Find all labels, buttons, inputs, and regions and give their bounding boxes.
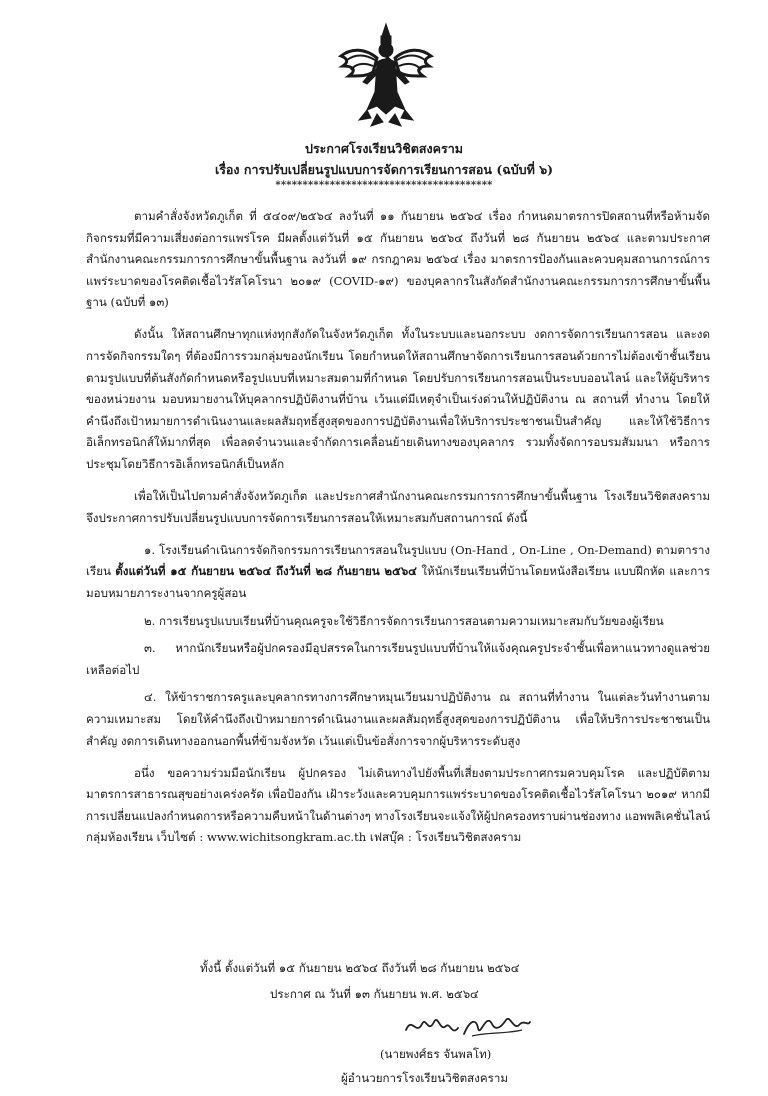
item-4: ๔. ให้ข้าราชการครูและบุคลากรทางการศึกษาหมุนเวียนมาปฏิบัติงาน ณ สถานที่ทำงาน ในแต่ละวันทำงานตามความเหมาะสม โดยให้คำนึงถึงเป้าหมายการดำเนินงานและผลสัมฤทธิ์สูงสุดของการปฏิบัติงาน เพื่อให้บริการประชาชนเป็นสำคัญ งดการเดินทางออกนอกพื้นที่ข้ามจังหวัด เว้นแต่เป็นข้อสั่งการจากผู้บริหารระดับสูง [86,690,710,748]
paragraph-school-announcement: เพื่อให้เป็นไปตามคำสั่งจังหวัดภูเก็ต และประกาศสำนักงานคณะกรรมการการศึกษาขั้นพื้นฐาน โรงเรียนวิชิตสงคราม จึงประกาศการปรับเปลี่ยนรูปแบบการจัดการเรียนการสอนให้เหมาะสมกับสถานการณ์ ดังนี้ [86,489,710,525]
item-1-text-c: ให้นักเรียนเรียนที่บ้านโดยหนังสือเรียน แบบฝึกหัด และการมอบหมายภาระงานจากครูผู้สอน [86,564,710,600]
item-1-dates: ตั้งแต่วันที่ ๑๕ กันยายน ๒๕๖๔ ถึงวันที่ ๒๘ กันยายน ๒๕๖๔ [115,564,417,579]
effective-dates: ทั้งนี้ ตั้งแต่วันที่ ๑๕ กันยายน ๒๕๖๔ ถึงวันที่ ๒๘ กันยายน ๒๕๖๔ [200,961,520,975]
paragraph-measures: ดังนั้น ให้สถานศึกษาทุกแห่งทุกสังกัดในจังหวัดภูเก็ต ทั้งในระบบและนอกระบบ งดการจัดการเรียนการสอน และงดการจัดกิจกรรมใดๆ ที่ต้องมีการรวมกลุ่มของนักเรียน โดยกำหนดให้สถานศึกษาจัดการเรียนการสอนด้วยการไม่ต้องเข้าชั้นเรียนตามรูปแบบที่ต้นสังกัดกำหนดหรือรูปแบบที่เหมาะสมตามที่กำหนด โดยปรับการเรียนการสอนเป็นระบบออนไลน์ และให้ผู้บริหารของหน่วยงาน มอบหมายงานให้บุคลากรปฏิบัติงานที่บ้าน เว้นแต่มีเหตุจำเป็นเร่งด่วนให้ปฏิบัติงาน ณ สถานที่ ทำงาน โดยให้คำนึงถึงเป้าหมายการดำเนินงานและผลสัมฤทธิ์สูงสุดของการปฏิบัติงานเพื่อให้บริการประชาชนเป็นสำคัญ และให้ใช้วิธีการอิเล็กทรอนิกส์ให้มากที่สุด เพื่อลดจำนวนและจำกัดการเคลื่อนย้ายเดินทางของบุคลากร รวมทั้งจัดการอบรมสัมมนา หรือการประชุมโดยวิธีการอิเล็กทรอนิกส์เป็นหลัก [86,327,710,472]
paragraph-order-reference: ตามคำสั่งจังหวัดภูเก็ต ที่ ๕๔๐๙/๒๕๖๔ ลงวันที่ ๑๑ กันยายน ๒๕๖๔ เรื่อง กำหนดมาตรการปิดสถานที่หรือห้ามจัดกิจกรรมที่มีความเสี่ยงต่อการแพร่โรค มีผลตั้งแต่วันที่ ๑๕ กันยายน ๒๕๖๔ ถึงวันที่ ๒๘ กันยายน ๒๕๖๔ และตามประกาศสำนักงานคณะกรรมการการศึกษาขั้นพื้นฐาน ลงวันที่ ๑๙ กรกฎาคม ๒๕๖๔ เรื่อง มาตรการป้องกันและควบคุมสถานการณ์การแพร่ระบาดของโรคติดเชื้อไวรัสโคโรนา ๒๐๑๙ (COVID-๑๙) ของบุคลากรในสังกัดสำนักงานคณะกรรมการการศึกษาขั้นพื้นฐาน (ฉบับที่ ๑๓) [86,209,710,310]
announcement-title: ประกาศโรงเรียนวิชิตสงคราม [305,141,463,156]
signature [402,1006,534,1044]
announcement-body [86,206,710,860]
header-divider-stars: **************************************** [275,180,493,191]
item-1 [86,540,710,605]
signer-title: ผู้อำนวยการโรงเรียนวิชิตสงคราม [341,1071,509,1085]
garuda-emblem [337,22,435,130]
item-2: ๒. การเรียนรูปแบบเรียนที่บ้านคุณครูจะใช้วิธีการจัดการเรียนการสอนตามความเหมาะสมกับวัยของผู้เรียน [144,613,664,628]
signer-name: (นายพงศ์ธร จันพลโท) [380,1047,492,1061]
item-3: ๓. หากนักเรียนหรือผู้ปกครองมีอุปสรรคในการเรียนรูปแบบที่บ้านให้แจ้งคุณครูประจำชั้นเพื่อหาแนวทางดูแลช่วยเหลือต่อไป [86,641,710,677]
paragraph-cooperation: อนึ่ง ขอความร่วมมือนักเรียน ผู้ปกครอง ไม่เดินทางไปยังพื้นที่เสี่ยงตามประกาศกรมควบคุมโรค และปฏิบัติตามมาตรการสาธารณสุขอย่างเคร่งครัด เพื่อป้องกัน เฝ้าระวังและควบคุมการแพร่ระบาดของโรคติดเชื้อไวรัสโคโรนา ๒๐๑๙ หากมีการเปลี่ยนแปลงกำหนดการหรือความคืบหน้าในด้านต่างๆ ทางโรงเรียนจะแจ้งให้ผู้ปกครองทราบผ่านช่องทาง แอพพลิเคชั่นไลน์ กลุ่มห้องเรียน เว็บไซต์ : www.wichitsongkram.ac.th เฟสบุ๊ค : โรงเรียนวิชิตสงคราม [86,765,710,845]
item-1-text-a: ๑. โรงเรียนดำเนินการจัดกิจกรรมการเรียนการสอนในรูปแบบ (On-Hand , On-Line , On-Demand) ตามตารางเรียน [86,542,710,579]
announcement-date: ประกาศ ณ วันที่ ๑๓ กันยายน พ.ศ. ๒๕๖๔ [270,987,479,1001]
announcement-subject: เรื่อง การปรับเปลี่ยนรูปแบบการจัดการเรียนการสอน (ฉบับที่ ๖) [214,162,554,177]
